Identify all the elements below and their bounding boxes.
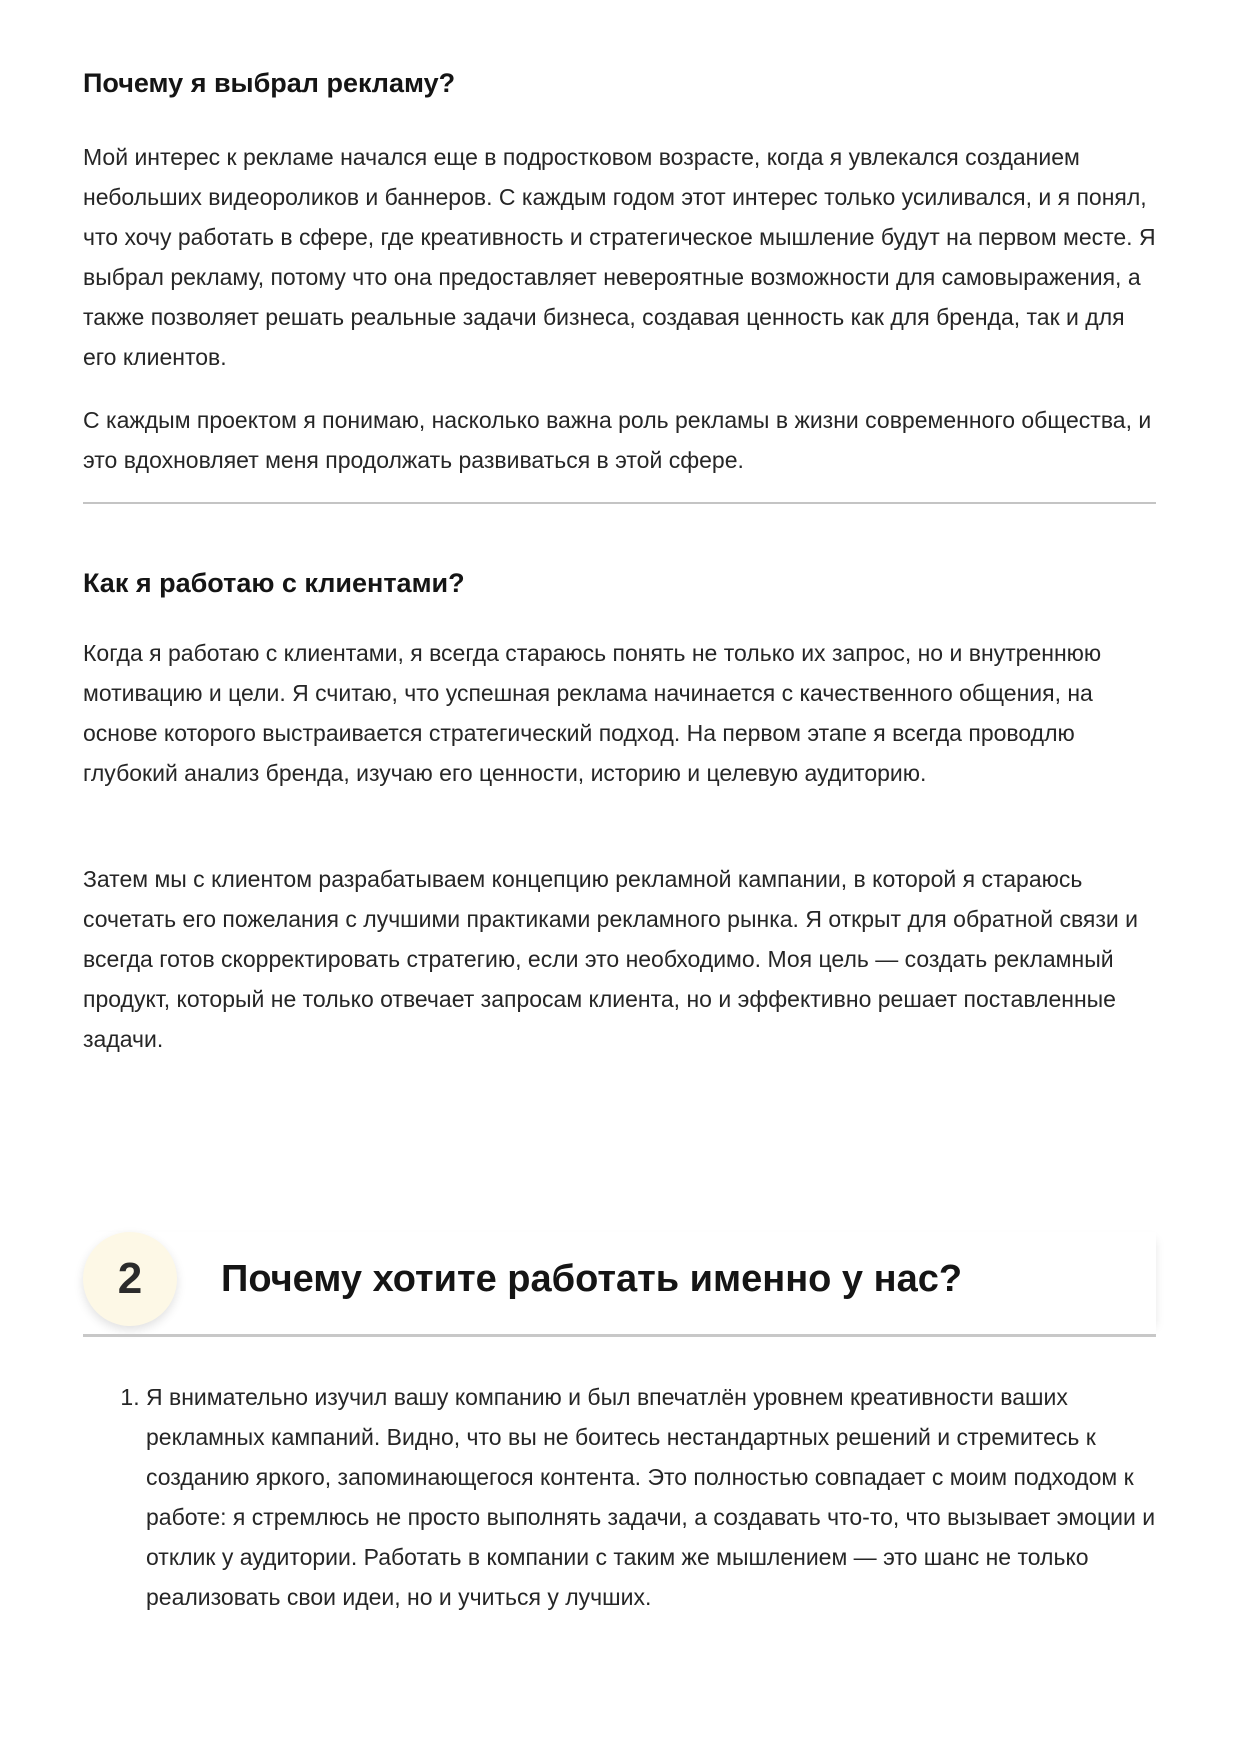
- paragraph: Мой интерес к рекламе начался еще в подростковом возрасте, когда я увлекался созданием небольших видеороликов и баннеров. С каждым годом этот интерес только усиливался, и я понял, что хочу работать в сфере, где креативность и стратегическое мышление будут на первом месте. Я выбрал рекламу, потому что она предоставляет невероятные возможности для самовыражения, а также позволяет решать реальные задачи бизнеса, создавая ценность как для бренда, так и для его клиентов.: [83, 144, 1156, 370]
- question-header: [83, 1232, 1156, 1336]
- section-divider: [83, 502, 1156, 504]
- section-title-why-ads: Почему я выбрал рекламу?: [83, 68, 456, 98]
- answer-item: 1. Я внимательно изучил вашу компанию и был впечатлён уровнем креативности ваших рекламных кампаний. Видно, что вы не боитесь нестандартных решений и стремитесь к созданию яркого, запоминающегося контента. Это полностью совпадает с моим подходом к работе: я стремлюсь не просто выполнять задачи, а создавать что-то, что вызывает эмоции и отклик у аудитории. Работать в компании с таким же мышлением — это шанс не только реализовать свои идеи, но и учиться у лучших.: [146, 1377, 1156, 1617]
- question-number-badge: 2: [83, 1232, 177, 1326]
- question-divider: [83, 1334, 1156, 1337]
- section-title-clients: Как я работаю с клиентами?: [83, 568, 465, 598]
- paragraph: С каждым проектом я понимаю, насколько важна роль рекламы в жизни современного общества, и это вдохновляет меня продолжать развиваться в этой сфере.: [83, 407, 1152, 473]
- paragraph: Затем мы с клиентом разрабатываем концепцию рекламной кампании, в которой я стараюсь сочетать его пожелания с лучшими практиками рекламного рынка. Я открыт для обратной связи и всегда готов скорректировать стратегию, если это необходимо. Моя цель — создать рекламный продукт, который не только отвечает запросам клиента, но и эффективно решает поставленные задачи.: [83, 866, 1139, 1052]
- question-title: Почему хотите работать именно у нас?: [221, 1258, 963, 1300]
- answer-list: [83, 1377, 1156, 1617]
- paragraph: Когда я работаю с клиентами, я всегда стараюсь понять не только их запрос, но и внутреннюю мотивацию и цели. Я считаю, что успешная реклама начинается с качественного общения, на основе которого выстраивается стратегический подход. На первом этапе я всегда проводлю глубокий анализ бренда, изучаю его ценности, историю и целевую аудиторию.: [83, 640, 1102, 786]
